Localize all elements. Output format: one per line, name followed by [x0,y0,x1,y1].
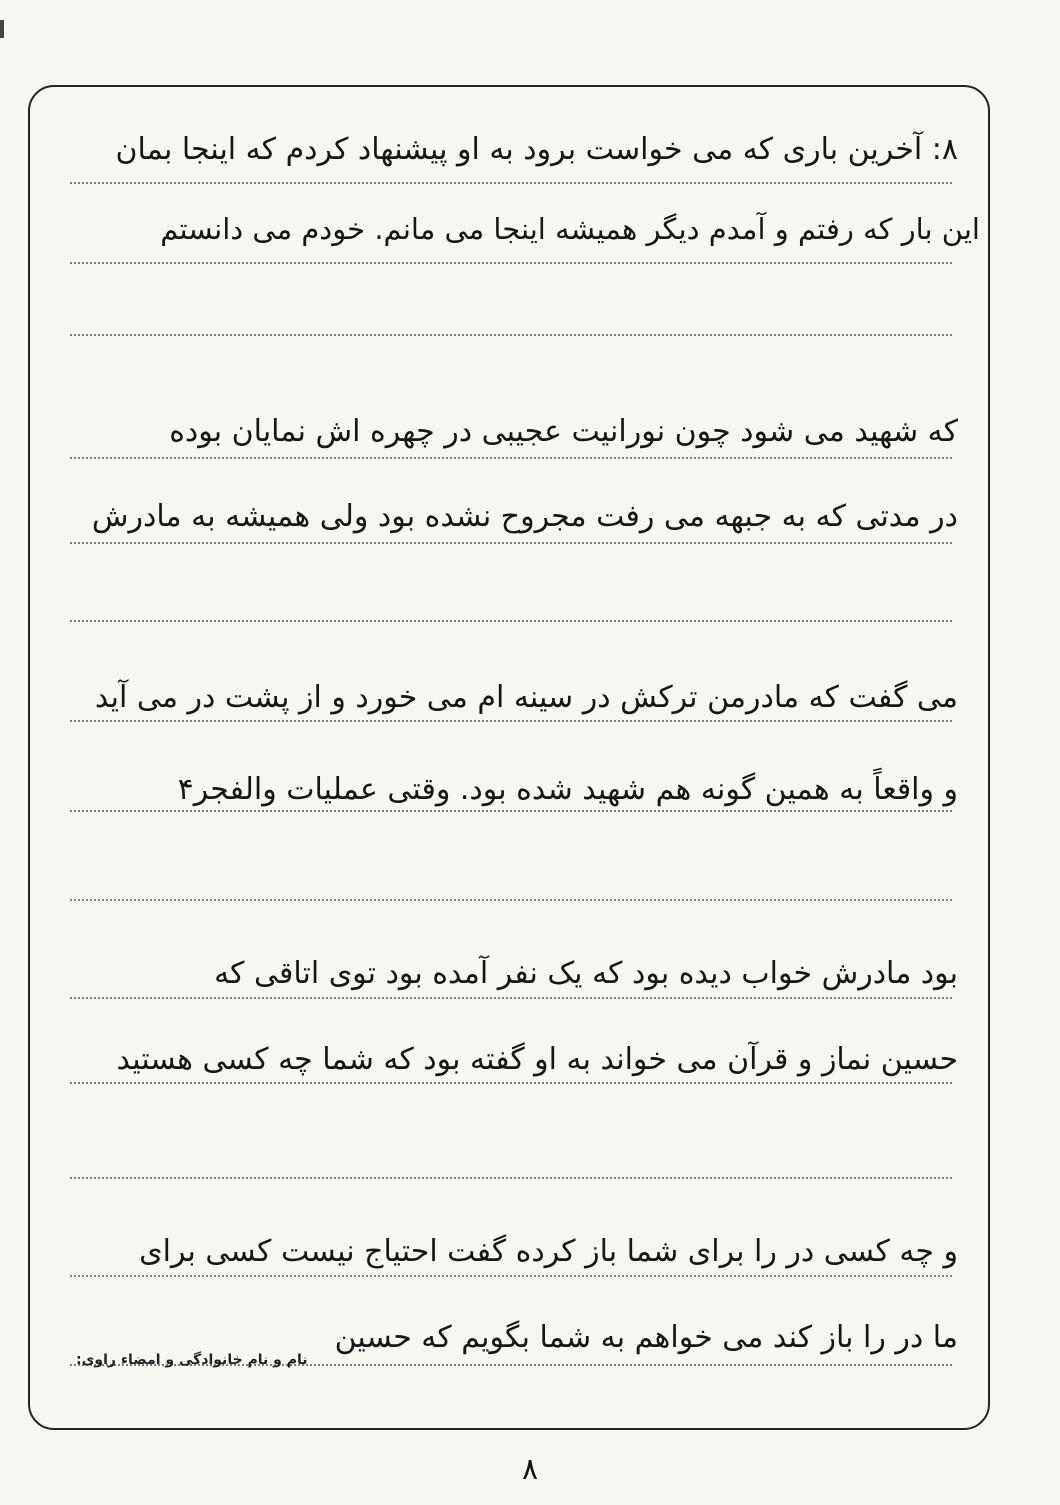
handwritten-line-7: بود مادرش خواب دیده بود که یک نفر آمده بود توی اتاقی که [214,956,958,991]
narrator-signature-label: نام و نام خانوادگی و امضاء راوی: [76,1352,308,1368]
handwritten-line-9: و چه کسی در را برای شما باز کرده گفت احتیاج نیست کسی برای [139,1234,958,1269]
ruled-line [70,262,952,264]
handwritten-line-4: در مدتی که به جبهه می رفت مجروح نشده بود ولی همیشه به مادرش [91,499,958,534]
handwritten-line-2: این بار که رفتم و آمدم دیگر همیشه اینجا می مانم. خودم می دانستم [160,212,980,246]
handwritten-line-3: که شهید می شود چون نورانیت عجیبی در چهره اش نمایان بوده [169,414,958,449]
ruled-line [70,1275,952,1277]
ruled-line [70,334,952,336]
ruled-line [70,1082,952,1084]
ruled-line [70,542,952,544]
ruled-line [70,720,952,722]
handwritten-line-6: و واقعاً به همین گونه هم شهید شده بود. وقتی عملیات والفجر۴ [177,772,958,807]
handwritten-line-10: ما در را باز کند می خواهم به شما بگویم که حسین [334,1320,958,1355]
ruled-line [70,810,952,812]
handwritten-line-1: ۸: آخرین باری که می خواست برود به او پیشنهاد کردم که اینجا بمان [115,132,958,167]
ruled-line [70,1177,952,1179]
page-border-frame [28,85,990,1430]
page-number: ۸ [521,1452,539,1487]
scan-edge-mark [0,20,4,38]
ruled-line [70,899,952,901]
ruled-line [70,620,952,622]
ruled-line [70,997,952,999]
handwritten-line-8: حسین نماز و قرآن می خواند به او گفته بود که شما چه کسی هستید [116,1042,958,1077]
handwritten-line-5: می گفت که مادرمن ترکش در سینه ام می خورد و از پشت در می آید [94,680,958,715]
ruled-line [70,457,952,459]
ruled-line [70,182,952,184]
